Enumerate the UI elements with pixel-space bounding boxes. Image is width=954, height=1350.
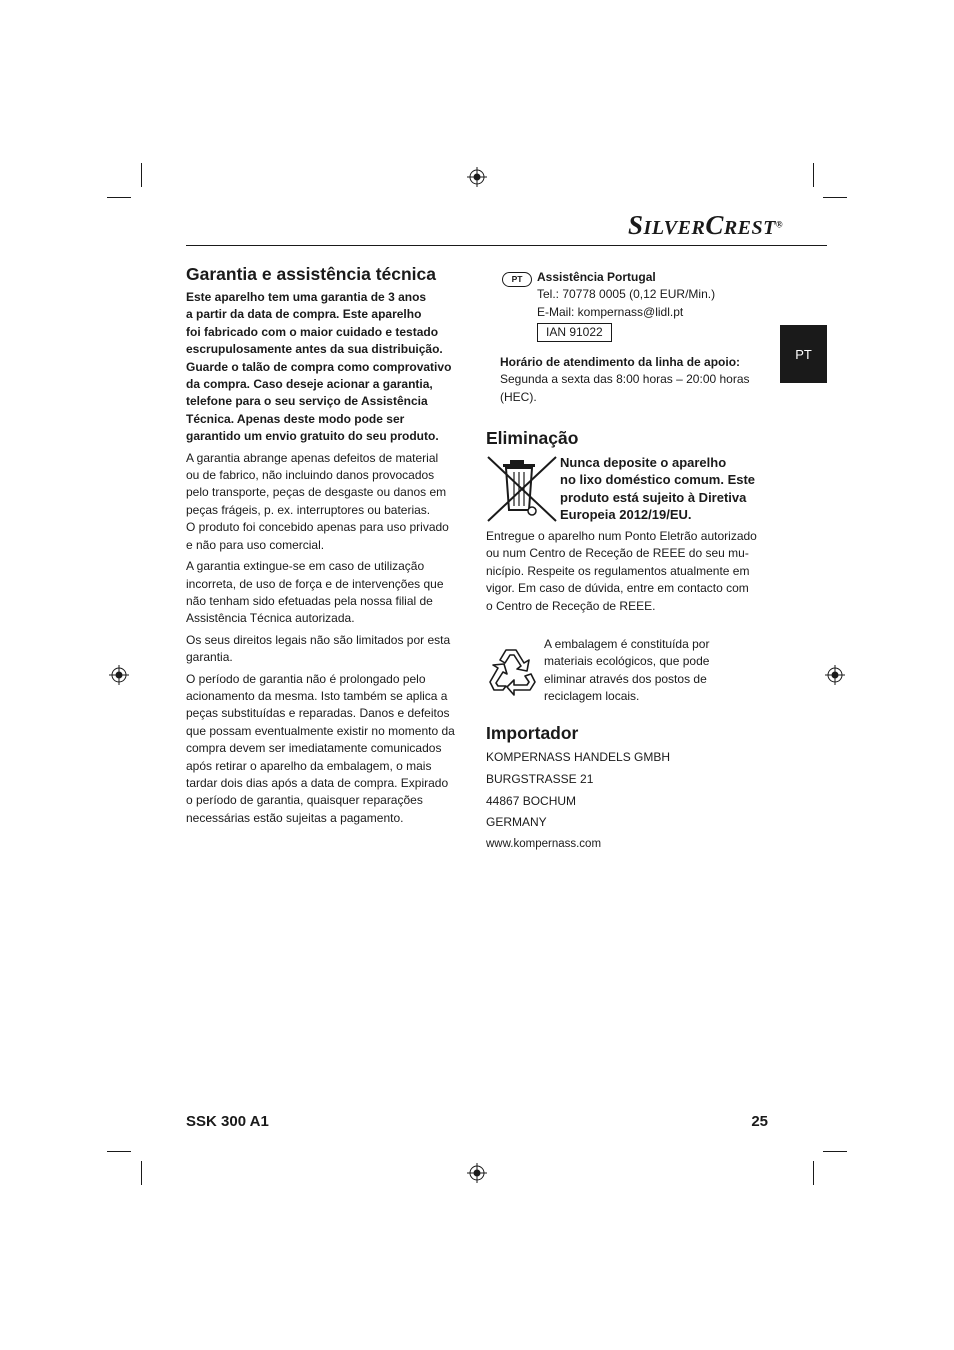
crop-mark bbox=[107, 197, 131, 198]
brand-logo: SILVERCREST® bbox=[628, 210, 784, 240]
service-section bbox=[537, 269, 772, 342]
disposal-title: Eliminação bbox=[486, 428, 579, 448]
crop-mark bbox=[813, 1161, 814, 1185]
crop-mark bbox=[107, 1151, 131, 1152]
registration-mark-icon bbox=[467, 167, 487, 187]
crop-mark bbox=[823, 197, 847, 198]
recycle-icon bbox=[486, 644, 540, 696]
importer-street: BURGSTRASSE 21 bbox=[486, 771, 594, 786]
service-email: E-Mail: kompernass@lidl.pt bbox=[537, 304, 684, 319]
weee-warning: Nunca deposite o aparelho no lixo doméstico comum. Este produto está sujeito à Diretiva Europeia 2012/19/EU. bbox=[560, 455, 756, 523]
country-badge: PT bbox=[502, 272, 532, 287]
registration-mark-icon bbox=[825, 665, 845, 685]
ian-box: IAN 91022 bbox=[537, 323, 612, 342]
disposal-instructions: Entregue o aparelho num Ponto Eletrão autorizado ou num Centro de Receção de REEE do seu mu- nicípio. Respeite os regulamentos atualmente em vigor. Em caso de dúvida, entre em contacto com o Centro de Receção de REEE. bbox=[486, 529, 757, 613]
service-title: Assistência Portugal bbox=[537, 270, 656, 284]
warranty-intro: Este aparelho tem uma garantia de 3 anos a partir da data de compra. Este aparelho foi fabricado com o maior cuidado e testado escrupulosamente antes da sua distribuição. Guarde o talão de compra como comprovativo da compra. Caso deseje acionar a garantia, telefone para o seu serviço de Assistência Técnica. Apenas deste modo pode ser garantido um envio gratuito do seu produto. bbox=[186, 290, 452, 444]
warranty-void: A garantia extingue-se em caso de utilização incorreta, de uso de força e de intervenções que não tenham sido efetuadas pela nossa filial de Assistência Técnica autorizada. bbox=[186, 559, 444, 626]
service-hours bbox=[500, 354, 775, 406]
warranty-rights: Os seus direitos legais não são limitados por esta garantia. bbox=[186, 632, 451, 665]
hours-title: Horário de atendimento da linha de apoio: bbox=[500, 355, 741, 369]
importer-country: GERMANY bbox=[486, 815, 547, 830]
crop-mark bbox=[813, 163, 814, 187]
warranty-period: O período de garantia não é prolongado pelo acionamento da mesma. Isto também se aplica a peças substituídas e reparadas. Danos e defeitos que possam eventualmente existir no momento da compra devem ser imediatamente comunicados após retirar o aparelho da embalagem, o mais tardar dois dias após a data de compra. Expirado o período de garantia, quaisquer reparações necessárias estão sujeitas a pagamento. bbox=[186, 671, 455, 825]
packaging-note: A embalagem é constituída por materiais ecológicos, que pode eliminar através dos postos de reciclagem locais. bbox=[544, 637, 710, 704]
registration-mark-icon bbox=[109, 665, 129, 685]
page-number: 25 bbox=[751, 1113, 768, 1130]
importer-city: 44867 BOCHUM bbox=[486, 793, 577, 808]
crop-mark bbox=[141, 163, 142, 187]
hours-text: Segunda a sexta das 8:00 horas – 20:00 horas (HEC). bbox=[500, 372, 750, 404]
warranty-section bbox=[186, 264, 471, 831]
registration-mark-icon bbox=[467, 1163, 487, 1183]
crossed-bin-icon bbox=[486, 455, 558, 523]
importer-section bbox=[486, 723, 776, 856]
warranty-title: Garantia e assistência técnica bbox=[186, 264, 436, 284]
model-number: SSK 300 A1 bbox=[186, 1113, 269, 1130]
importer-website: www.kompernass.com bbox=[486, 838, 602, 851]
warranty-coverage: A garantia abrange apenas defeitos de material ou de fabrico, não incluindo danos provocados pelo transporte, peças de desgaste ou danos em peças frágeis, p. ex. interruptores ou baterias. O produto foi concebido apenas para uso privado e não para uso comercial. bbox=[186, 450, 449, 552]
importer-company: KOMPERNASS HANDELS GMBH bbox=[486, 750, 671, 764]
language-tab: PT bbox=[780, 325, 827, 383]
importer-title: Importador bbox=[486, 723, 579, 743]
disposal-section bbox=[486, 428, 776, 448]
crop-mark bbox=[141, 1161, 142, 1185]
header-rule bbox=[186, 245, 827, 246]
crop-mark bbox=[823, 1151, 847, 1152]
service-phone: Tel.: 70778 0005 (0,12 EUR/Min.) bbox=[537, 287, 716, 302]
